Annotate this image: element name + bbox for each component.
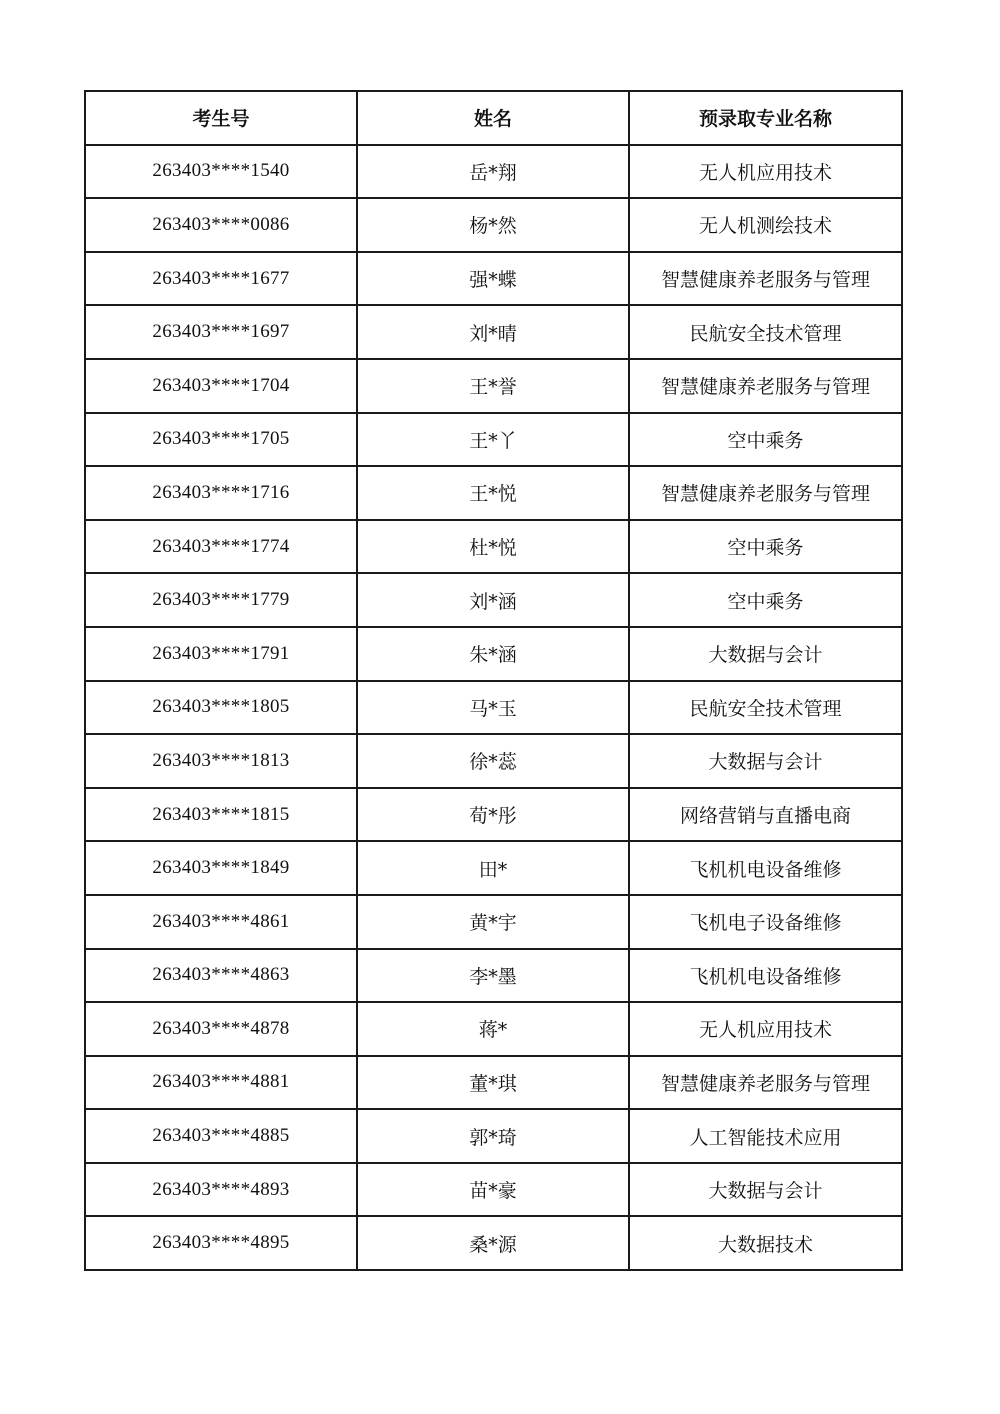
student-name-cell: 马*玉 bbox=[357, 681, 629, 735]
student-name-cell: 荀*彤 bbox=[357, 788, 629, 842]
major-cell: 空中乘务 bbox=[629, 573, 902, 627]
major-cell: 飞机机电设备维修 bbox=[629, 949, 902, 1003]
major-cell: 无人机应用技术 bbox=[629, 1002, 902, 1056]
student-name-cell: 董*琪 bbox=[357, 1056, 629, 1110]
major-cell: 飞机机电设备维修 bbox=[629, 841, 902, 895]
student-name-cell: 杜*悦 bbox=[357, 520, 629, 574]
exam-id-cell: 263403****1791 bbox=[85, 627, 357, 681]
major-cell: 人工智能技术应用 bbox=[629, 1109, 902, 1163]
student-name-cell: 苗*豪 bbox=[357, 1163, 629, 1217]
exam-id-cell: 263403****4863 bbox=[85, 949, 357, 1003]
exam-id-cell: 263403****1540 bbox=[85, 145, 357, 199]
major-cell: 网络营销与直播电商 bbox=[629, 788, 902, 842]
exam-id-cell: 263403****4878 bbox=[85, 1002, 357, 1056]
major-cell: 民航安全技术管理 bbox=[629, 305, 902, 359]
exam-id-cell: 263403****4885 bbox=[85, 1109, 357, 1163]
exam-id-cell: 263403****1697 bbox=[85, 305, 357, 359]
exam-id-cell: 263403****4861 bbox=[85, 895, 357, 949]
table-row bbox=[85, 1163, 902, 1217]
student-name-cell: 王*誉 bbox=[357, 359, 629, 413]
exam-id-cell: 263403****4893 bbox=[85, 1163, 357, 1217]
major-cell: 大数据与会计 bbox=[629, 1163, 902, 1217]
table-row bbox=[85, 1109, 902, 1163]
student-name-cell: 朱*涵 bbox=[357, 627, 629, 681]
major-cell: 大数据与会计 bbox=[629, 734, 902, 788]
table-header bbox=[85, 91, 902, 145]
table-row bbox=[85, 1002, 902, 1056]
table-row bbox=[85, 788, 902, 842]
header-exam-id: 考生号 bbox=[85, 91, 357, 145]
table-row bbox=[85, 305, 902, 359]
major-cell: 无人机应用技术 bbox=[629, 145, 902, 199]
student-name-cell: 桑*源 bbox=[357, 1216, 629, 1270]
table-row bbox=[85, 681, 902, 735]
header-major: 预录取专业名称 bbox=[629, 91, 902, 145]
student-name-cell: 强*蝶 bbox=[357, 252, 629, 306]
table-row bbox=[85, 949, 902, 1003]
table-row bbox=[85, 413, 902, 467]
exam-id-cell: 263403****1716 bbox=[85, 466, 357, 520]
major-cell: 智慧健康养老服务与管理 bbox=[629, 466, 902, 520]
table-row bbox=[85, 573, 902, 627]
student-name-cell: 郭*琦 bbox=[357, 1109, 629, 1163]
student-name-cell: 李*墨 bbox=[357, 949, 629, 1003]
table-row bbox=[85, 627, 902, 681]
student-name-cell: 蒋* bbox=[357, 1002, 629, 1056]
student-name-cell: 刘*晴 bbox=[357, 305, 629, 359]
table-row bbox=[85, 841, 902, 895]
table-row bbox=[85, 198, 902, 252]
exam-id-cell: 263403****0086 bbox=[85, 198, 357, 252]
admission-table bbox=[84, 90, 903, 1271]
exam-id-cell: 263403****4881 bbox=[85, 1056, 357, 1110]
major-cell: 大数据技术 bbox=[629, 1216, 902, 1270]
major-cell: 空中乘务 bbox=[629, 520, 902, 574]
student-name-cell: 王*悦 bbox=[357, 466, 629, 520]
student-name-cell: 王*丫 bbox=[357, 413, 629, 467]
header-row bbox=[85, 91, 902, 145]
exam-id-cell: 263403****1849 bbox=[85, 841, 357, 895]
major-cell: 智慧健康养老服务与管理 bbox=[629, 252, 902, 306]
table-row bbox=[85, 1216, 902, 1270]
major-cell: 智慧健康养老服务与管理 bbox=[629, 359, 902, 413]
table-row bbox=[85, 466, 902, 520]
exam-id-cell: 263403****4895 bbox=[85, 1216, 357, 1270]
student-name-cell: 田* bbox=[357, 841, 629, 895]
header-name: 姓名 bbox=[357, 91, 629, 145]
table-body bbox=[85, 145, 902, 1270]
exam-id-cell: 263403****1805 bbox=[85, 681, 357, 735]
student-name-cell: 徐*蕊 bbox=[357, 734, 629, 788]
major-cell: 民航安全技术管理 bbox=[629, 681, 902, 735]
exam-id-cell: 263403****1677 bbox=[85, 252, 357, 306]
exam-id-cell: 263403****1774 bbox=[85, 520, 357, 574]
exam-id-cell: 263403****1779 bbox=[85, 573, 357, 627]
student-name-cell: 杨*然 bbox=[357, 198, 629, 252]
table-row bbox=[85, 520, 902, 574]
table-row bbox=[85, 1056, 902, 1110]
major-cell: 大数据与会计 bbox=[629, 627, 902, 681]
table-row bbox=[85, 895, 902, 949]
exam-id-cell: 263403****1815 bbox=[85, 788, 357, 842]
student-name-cell: 黄*宇 bbox=[357, 895, 629, 949]
major-cell: 智慧健康养老服务与管理 bbox=[629, 1056, 902, 1110]
student-name-cell: 岳*翔 bbox=[357, 145, 629, 199]
major-cell: 无人机测绘技术 bbox=[629, 198, 902, 252]
major-cell: 飞机电子设备维修 bbox=[629, 895, 902, 949]
exam-id-cell: 263403****1705 bbox=[85, 413, 357, 467]
table-row bbox=[85, 252, 902, 306]
student-name-cell: 刘*涵 bbox=[357, 573, 629, 627]
exam-id-cell: 263403****1813 bbox=[85, 734, 357, 788]
table-row bbox=[85, 145, 902, 199]
table-row bbox=[85, 734, 902, 788]
table-row bbox=[85, 359, 902, 413]
exam-id-cell: 263403****1704 bbox=[85, 359, 357, 413]
major-cell: 空中乘务 bbox=[629, 413, 902, 467]
